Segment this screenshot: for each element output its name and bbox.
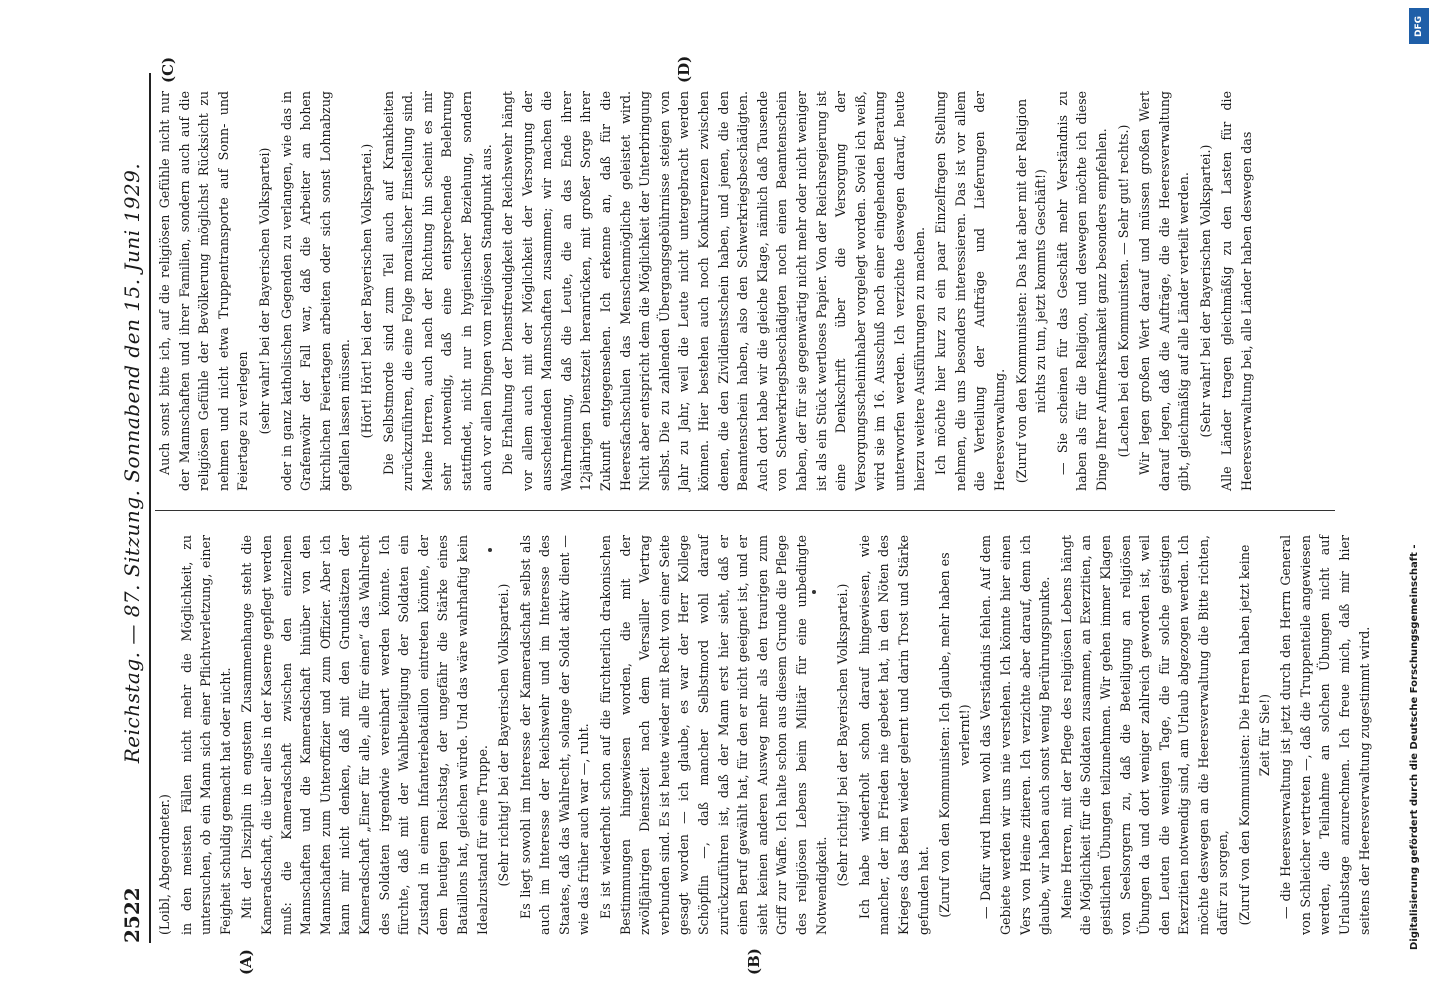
digitization-credit bbox=[1405, 0, 1435, 1000]
paragraph: — die Heeresverwaltung ist jetzt durch den Herrn General von Schleicher vertreten —, daß die Truppenteile angewiesen werden, die Teilnahme an solchen Übungen nicht auf Urlaubstage anzurechnen. Ich freue mich, daß mir hier seitens der Heeresverwaltung zugestimmt wird. bbox=[1278, 534, 1372, 935]
interjection: (Zuruf von den Kommunisten: Die Herren haben jetzt keine Zeit für Sie!) bbox=[1237, 544, 1272, 925]
dfg-logo: DFG bbox=[1409, 8, 1429, 44]
paragraph: — Sie scheinen für das Geschäft mehr Verständnis zu haben als für die Religion, und deswegen möchte ich diese Dinge Ihrer Aufmerksamkeit ganz besonders empfehlen. bbox=[1054, 90, 1109, 491]
paragraph: Meine Herren, mit der Pflege des religiösen Lebens hängt die Möglichkeit für die Soldaten zusammen, an Exerzitien, an geistlichen Übungen teilzunehmen. Wir gehen immer Klagen von Seelsorgern zu, daß die Beteiligung an religiösen Übungen da und dort weniger zahlreich geworden ist, weil den Leuten die wenigen Tage, die für solche geistigen Exerzitien notwendig sind, am Urlaub abgezogen werden. Ich möchte deswegen an die Heeresverwaltung die Bitte richten, dafür zu sorgen, bbox=[1058, 534, 1231, 935]
paragraph: Ich möchte hier kurz zu ein paar Einzelfragen Stellung nehmen, die uns besonders interessieren. Das ist vor allem die Verteilung der Aufträge und Lieferungen der Heeresverwaltung. bbox=[933, 90, 1007, 491]
paragraph: Wir legen großen Wert darauf und müssen großen Wert darauf legen, daß die Aufträge, die die Heeresverwaltung gibt, gleichmäßig auf alle Länder verteilt werden. bbox=[1137, 90, 1192, 491]
right-column bbox=[155, 91, 1335, 491]
paragraph: Ich habe wiederholt schon darauf hingewiesen, wie mancher, der im Frieden nie gebetet hat, in den Nöten des Krieges das Beten wieder gelernt und darin Trost und Stärke gefunden hat. bbox=[856, 534, 931, 935]
paragraph: Es liegt sowohl im Interesse der Kameradschaft selbst als auch im Interesse der Reichswehr und im Interesse des Staates, daß das Wahlrecht, solange der Soldat aktiv dient — wie das früher auch war —, ruht. bbox=[517, 534, 592, 935]
credit-text: Digitalisierung gefördert durch die Deutsche Forschungsgemeinschaft - bbox=[1409, 544, 1420, 950]
column-divider bbox=[155, 510, 1335, 511]
paragraph: Es ist wiederholt schon auf die fürchterlich drakonischen Bestimmungen hingewiesen worden, die mit der zwölfjährigen Dienstzeit nach dem Versailler Vertrag verbunden sind. Es ist heute wieder mit Recht von einer Seite gesagt worden — ich glaube, es war der Herr Kollege Schöpflin —, daß mancher Selbstmord wohl darauf zurückzuführen ist, daß der Mann erst hier sieht, daß er einen Beruf gewählt hat, für den er nicht geeignet ist, und er sieht keinen anderen Ausweg mehr als den traurigen zum Griff zur Waffe. Ich halte schon aus diesem Grunde die Pflege des religiösen Lebens beim Militär für eine unbedingte Notwendigkeit. bbox=[598, 534, 829, 935]
paragraph: in den meisten Fällen nicht mehr die Möglichkeit, zu untersuchen, ob ein Mann sich einer Pflichtverletzung, einer Feigheit schuldig gemacht hat oder nicht. bbox=[178, 534, 233, 935]
margin-marker-b: (B) bbox=[745, 947, 763, 975]
margin-marker-d: (D) bbox=[675, 55, 693, 83]
rotated-page bbox=[115, 55, 1372, 975]
page-number: 2522 bbox=[120, 886, 144, 943]
margin-marker-a: (A) bbox=[237, 948, 255, 975]
running-head: Reichstag. — 87. Sitzung. Sonnabend den 15. Juni 1929. bbox=[120, 162, 144, 763]
margin-marker-c: (C) bbox=[159, 56, 177, 83]
interjection: (Sehr richtig! bei der Bayerischen Volkspartei.) bbox=[835, 583, 851, 886]
interjection: (Sehr wahr! bei der Bayerischen Volkspartei.) bbox=[1197, 144, 1213, 437]
left-column bbox=[155, 534, 1372, 935]
interjection: (Hört! Hört! bei der Bayerischen Volkspartei.) bbox=[358, 143, 374, 438]
paragraph: Mit der Disziplin in engstem Zusammenhange steht die Kameradschaft, die über alles in der Kaserne gepflegt werden muß: die Kameradschaft zwischen den einzelnen Mannschaften und die Kameradschaft hinüber von den Mannschaften zum Unteroffizier und zum Offizier. Aber ich kann mir nicht denken, daß mit den Grundsätzen der Kameradschaft „Einer für alle, alle für einen“ das Wahlrecht des Soldaten irgendwie vereinbart werden könnte. Ich fürchte, daß mit der Wahlbeteiligung der Soldaten ein Zustand in einem Infanteriebataillon eintreten könnte, der dem heutigen Reichstag, der ungefähr die Stärke eines Bataillons hat, gleichen würde. Und das wäre wahrhaftig kein Idealzustand für eine Truppe. bbox=[239, 534, 490, 935]
paragraph: Die Erhaltung der Dienstfreudigkeit der Reichswehr hängt vor allem auch mit der Möglichkeit der Versorgung der ausscheidenden Mannschaften zusammen; wir machen die Wahrnehmung, daß die Leute, die an das Ende ihrer 12jährigen Dienstzeit heranrücken, mit großer Sorge ihrer Zukunft entgegensehen. Ich erkenne an, daß für die Heeresfachschulen das Menschenmögliche geleistet wird. Nicht aber entspricht dem die Möglichkeit der Unterbringung selbst. Die zu zahlenden Übergangsgebührnisse steigen von Jahr zu Jahr, weil die Leute nicht untergebracht werden können. Hier bestehen auch noch Konkurrenzen zwischen denen, die den Zivildienstschein haben, und jenen, die den Beamtenschein haben, also den Schwerkriegsbeschädigten. Auch dort habe wir die gleiche Klage, nämlich daß Tausende von Schwerkriegsbeschädigten noch einen Beamtenschein haben, der für sie gegenwärtig nicht mehr oder nicht weniger ist als ein Stück wertloses Papier. Von der Reichsregierung ist eine Denkschrift über die Versorgung der Versorgungsscheininhaber vorgelegt worden. Soviel ich weiß, wird sie im 16. Ausschuß noch einer eingehenden Beratung unterworfen werden. Ich verzichte deswegen darauf, heute hierzu weitere Ausführungen zu machen. bbox=[500, 90, 927, 491]
interjection: (Lachen bei den Kommunisten. — Sehr gut! rechts.) bbox=[1115, 124, 1131, 457]
scan-speck bbox=[812, 590, 816, 594]
paragraph: Alle Länder tragen gleichmäßig zu den Lasten für die Heeresverwaltung bei, alle Länder haben deswegen das bbox=[1219, 90, 1255, 491]
interjection: (Zuruf von den Kommunisten: Das hat aber mit der Religion nichts zu tun, jetzt kommts Geschäft!) bbox=[1013, 98, 1049, 483]
interjection: (sehr wahr! bei der Bayerischen Volkspartei) bbox=[256, 147, 272, 434]
interjection: (Sehr richtig! bei der Bayerischen Volkspartei.) bbox=[496, 583, 512, 886]
paragraph: oder in ganz katholischen Gegenden zu verlangen, wie das in Grafenwöhr der Fall war, daß die Arbeiter an hohen kirchlichen Feiertagen arbeiten oder sich sonst Lohnabzug gefallen lassen müssen. bbox=[278, 90, 353, 491]
speaker-line: (Loibl, Abgeordneter.) bbox=[157, 793, 172, 935]
paragraph: Die Selbstmorde sind zum Teil auch auf Krankheiten zurückzuführen, die eine Folge moralischer Einstellung sind. Meine Herren, auch nach der Richtung hin scheint es mir sehr notwendig, daß eine entsprechende Belehrung stattfindet, nicht nur in hygienischer Beziehung, sondern auch vor allen Dingen vom religiösen Standpunkt aus. bbox=[380, 90, 494, 491]
text-columns bbox=[155, 55, 1372, 975]
interjection: (Zuruf von den Kommunisten: Ich glaube, mehr haben es verlernt!) bbox=[937, 551, 972, 918]
paragraph: Auch sonst bitte ich, auf die religiösen Gefühle nicht nur der Mannschaften und ihrer Familien, sondern auch auf die religiösen Gefühle der Bevölkerung möglichst Rücksicht zu nehmen und nicht etwa Truppentransporte auf Sonn- und Feiertage zu verlegen bbox=[157, 90, 251, 491]
page-header bbox=[115, 73, 151, 943]
scanned-page-area bbox=[60, 40, 1400, 975]
paragraph: — Dafür wird Ihnen wohl das Verständnis fehlen. Auf dem Gebiete werden wir uns nie verstehen. Ich könnte hier einen Vers von Heine zitieren. Ich verzichte aber darauf, denn ich glaube, wir haben auch sonst wenig Berührungspunkte. bbox=[978, 534, 1053, 935]
scan-speck bbox=[488, 548, 492, 552]
